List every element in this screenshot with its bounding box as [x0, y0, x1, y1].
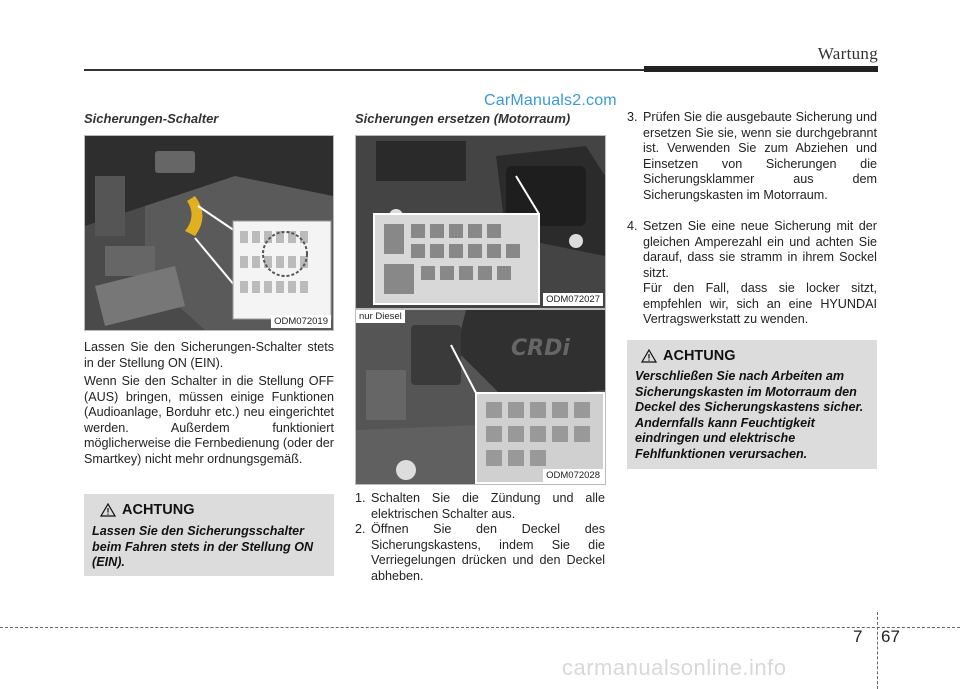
step-2 — [355, 522, 605, 584]
warning-triangle-icon — [641, 349, 657, 363]
section-heading-fuse-replace: Sicherungen ersetzen (Motorraum) — [355, 111, 571, 126]
warning-title — [641, 348, 736, 364]
page-header-title: Wartung — [817, 44, 878, 63]
image-code-label: ODM072028 — [543, 469, 603, 482]
step-4 — [627, 219, 877, 281]
warning-title-text: ACHTUNG — [122, 502, 195, 518]
warning-box — [627, 340, 877, 469]
warning-triangle-icon — [100, 503, 116, 517]
engine-fuse-box-illustration — [356, 136, 605, 308]
step-3 — [627, 110, 877, 204]
step-text: Schalten Sie die Zündung und alle elektrischen Schalter aus. — [371, 491, 605, 521]
paragraph-1: Lassen Sie den Sicherungen-Schalter stets in der Stellung ON (EIN). — [84, 340, 334, 370]
step-1 — [355, 491, 605, 522]
step-text: Prüfen Sie die ausgebaute Sicherung und ersetzen Sie sie, wenn sie durchgebrannt ist. Verwenden Sie zum Abziehen und Einsetzen von Sicherungen die Sicherungsklammer aus dem Sicherungskasten im Motorraum. — [643, 110, 877, 202]
warning-box — [84, 494, 334, 576]
section-heading-fuse-switch: Sicherungen-Schalter — [84, 111, 219, 126]
engine-fuse-box-image — [355, 135, 606, 309]
step-number: 1. — [355, 491, 366, 505]
diesel-only-label: nur Diesel — [356, 310, 405, 323]
fuse-switch-illustration — [85, 136, 333, 330]
fuse-switch-image — [84, 135, 334, 331]
header-rule — [84, 69, 644, 71]
diesel-fuse-box-illustration — [356, 310, 605, 484]
step-text: Setzen Sie eine neue Sicherung mit der gleichen Amperezahl ein und achten Sie darauf, dass sie stramm in ihrem Sockel sitzt. — [643, 219, 877, 280]
warning-title-text: ACHTUNG — [663, 348, 736, 364]
page-number: 67 — [881, 627, 900, 646]
step-number: 2. — [355, 522, 366, 536]
warning-text: Verschließen Sie nach Arbeiten am Sicherungskasten im Motorraum den Deckel des Sicherungskastens sicher. Andernfalls kann Feuchtigkeit eindringen und elektrische Fehlfunktionen verursachen. — [635, 369, 864, 461]
site-watermark: carmanualsonline.info — [562, 655, 787, 680]
image-code-label: ODM072027 — [543, 293, 603, 306]
svg-text:CRDi: CRDi — [511, 336, 570, 361]
diesel-fuse-box-image — [355, 309, 606, 485]
step-number: 4. — [627, 219, 638, 233]
dealer-note: Für den Fall, dass sie locker sitzt, empfehlen wir, sich an eine HYUNDAI Vertragswerkstatt zu wenden. — [643, 281, 877, 327]
chapter-number: 7 — [853, 627, 863, 646]
header-rule-bold — [644, 66, 878, 72]
watermark-link[interactable]: CarManuals2.com — [484, 92, 617, 109]
warning-title — [100, 502, 195, 518]
step-text: Öffnen Sie den Deckel des Sicherungskastens, indem Sie die Verriegelungen drücken und den Deckel abheben. — [371, 522, 605, 583]
warning-text: Lassen Sie den Sicherungsschalter beim Fahren stets in der Stellung ON (EIN). — [92, 524, 314, 570]
step-number: 3. — [627, 110, 638, 124]
image-code-label: ODM072019 — [271, 315, 331, 328]
paragraph-2: Wenn Sie den Schalter in die Stellung OFF (AUS) bringen, müssen einige Funktionen (Audioanlage, Borduhr etc.) neu eingerichtet werden. Außerdem funktioniert möglicherweise die Fernbedienung (oder der Smartkey) nicht mehr ordnungsgemäß. — [84, 374, 334, 466]
footer-rule — [0, 627, 960, 628]
footer-divider — [877, 612, 878, 689]
